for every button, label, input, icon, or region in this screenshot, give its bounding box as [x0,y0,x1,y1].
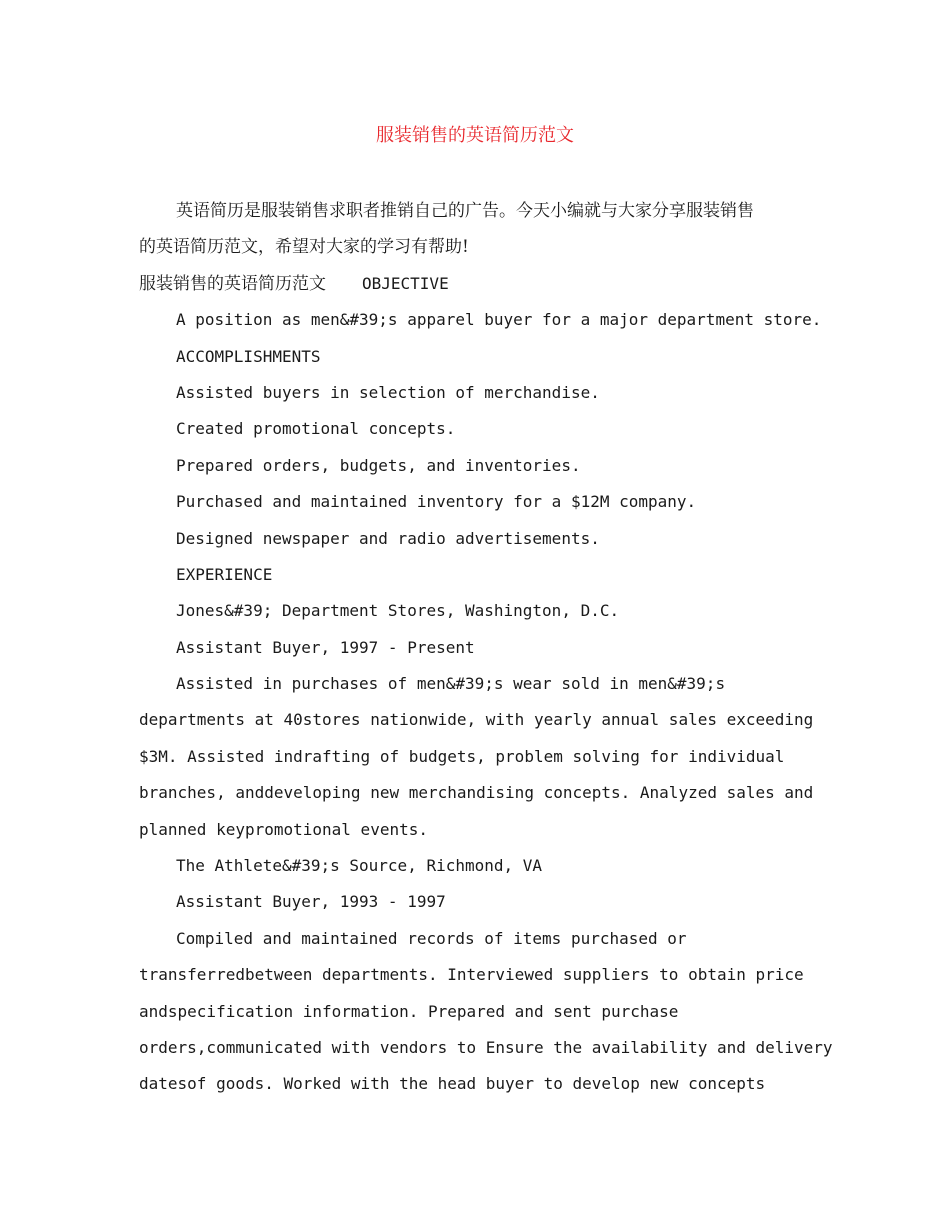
job2-description-line: andspecification information. Prepared and sent purchase [139,1001,679,1021]
job1-description-line: $3M. Assisted indrafting of budgets, problem solving for individual [139,746,785,766]
accomplishment-item: Created promotional concepts. [176,419,456,439]
section-heading: 服装销售的英语简历范文 [139,273,326,294]
job1-description-line: branches, anddeveloping new merchandising concepts. Analyzed sales and [139,783,814,803]
accomplishment-item: Designed newspaper and radio advertisements. [176,528,600,548]
job2-description-line: Compiled and maintained records of items purchased or [176,928,687,948]
accomplishment-item: Prepared orders, budgets, and inventories. [176,455,581,475]
document-body [139,193,833,1103]
job2-description-line: transferredbetween departments. Interviewed suppliers to obtain price [139,965,804,985]
job2-employer: The Athlete&#39;s Source, Richmond, VA [176,856,543,876]
document-title: 服装销售的英语简历范文 [376,125,574,146]
job2-position: Assistant Buyer, 1993 - 1997 [176,892,446,912]
job1-description-line: planned keypromotional events. [139,819,428,839]
experience-heading: EXPERIENCE [176,564,273,584]
job1-employer: Jones&#39; Department Stores, Washington, D.C. [176,601,620,621]
intro-line-2: 的英语简历范文，希望对大家的学习有帮助! [139,237,469,258]
intro-line-1: 英语简历是服装销售求职者推销自己的广告。今天小编就与大家分享服装销售 [176,201,754,221]
job2-description-line: datesof goods. Worked with the head buyer to develop new concepts [139,1074,766,1094]
job1-position: Assistant Buyer, 1997 - Present [176,637,475,657]
objective-heading: OBJECTIVE [362,273,449,293]
job1-description-line: departments at 40stores nationwide, with yearly annual sales exceeding [139,710,814,730]
accomplishment-item: Assisted buyers in selection of merchandise. [176,382,600,402]
accomplishment-item: Purchased and maintained inventory for a $12M company. [176,492,697,512]
accomplishments-heading: ACCOMPLISHMENTS [176,346,321,366]
section-heading-line [139,266,829,302]
job1-description-line: Assisted in purchases of men&#39;s wear sold in men&#39;s [176,674,726,694]
job2-description-line: orders,communicated with vendors to Ensure the availability and delivery [139,1037,833,1057]
objective-text: A position as men&#39;s apparel buyer for a major department store. [176,310,822,330]
